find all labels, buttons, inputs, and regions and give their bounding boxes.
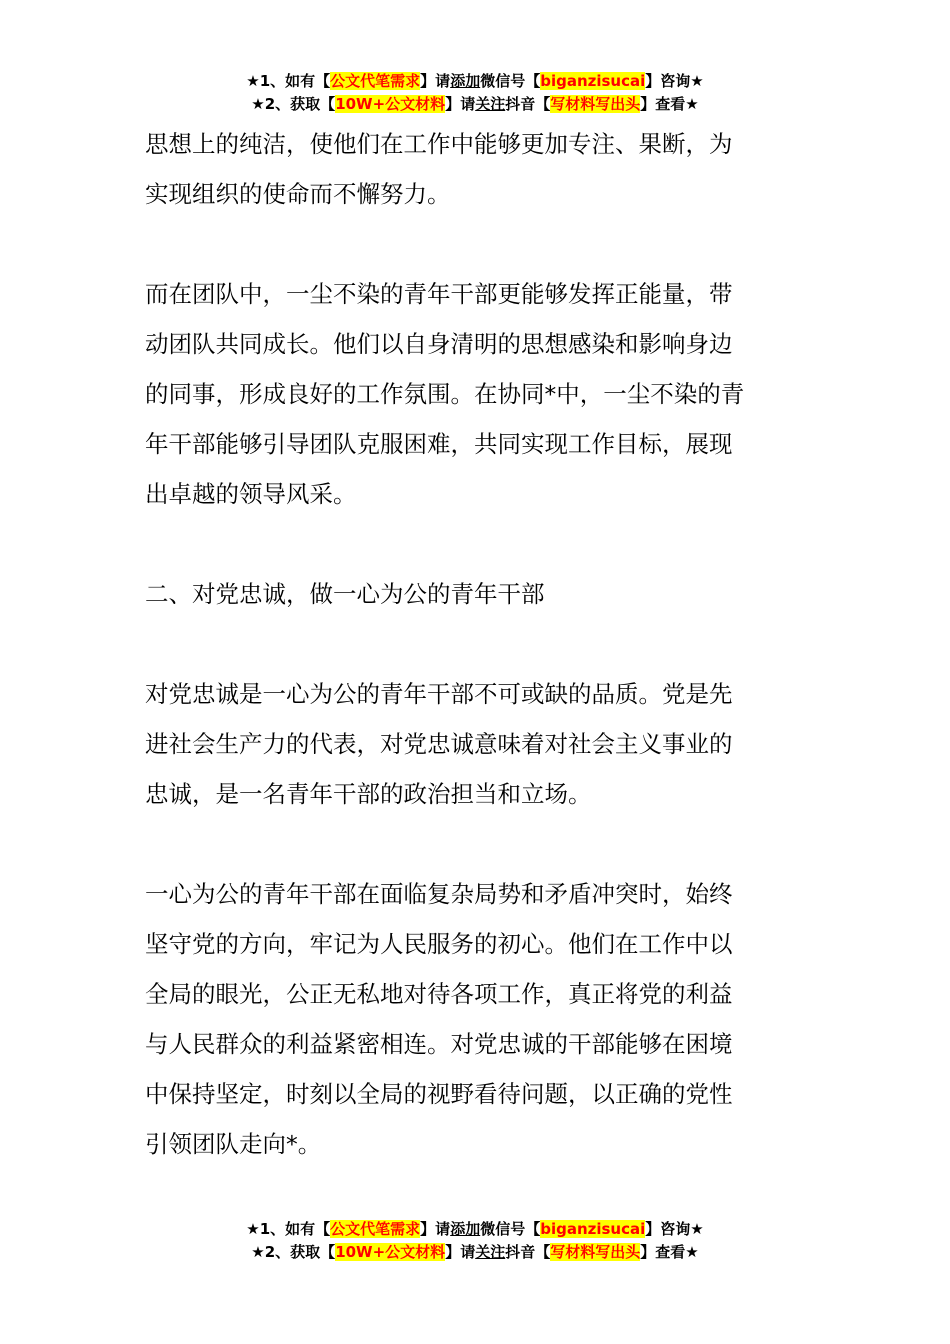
text-line: 对党忠诚是一心为公的青年干部不可或缺的品质。党是先: [145, 680, 733, 708]
text-line: 的同事，形成良好的工作氛围。在协同*中，一尘不染的青: [145, 380, 745, 408]
text-line: 而在团队中，一尘不染的青年干部更能够发挥正能量，带: [145, 280, 733, 308]
paragraph-loyalty: [145, 669, 810, 819]
promo-text: 】查看★: [640, 1243, 699, 1261]
promo-text: 抖音【: [505, 1243, 551, 1261]
text-line: 与人民群众的利益紧密相连。对党忠诚的干部能够在困境: [145, 1030, 733, 1058]
text-line: 全局的眼光，公正无私地对待各项工作，真正将党的利益: [145, 980, 733, 1008]
promo-text: 】查看★: [640, 95, 699, 113]
promo-highlight: 10W+公文材料: [335, 95, 446, 113]
paragraph-spacer: [145, 519, 810, 569]
promo-highlight-douyin: 写材料写出头: [550, 95, 641, 113]
paragraph-purity: [145, 119, 810, 219]
paragraph-spacer: [145, 619, 810, 669]
document-body: [145, 119, 810, 1169]
paragraph-spacer: [145, 819, 810, 869]
bottom-promo-banner: [0, 1218, 950, 1264]
promo-text: 微信号【: [480, 1220, 541, 1238]
heading-text: 二、对党忠诚，做一心为公的青年干部: [145, 580, 545, 608]
promo-text: 】请: [420, 72, 451, 90]
text-line: 引领团队走向*。: [145, 1130, 322, 1158]
promo-highlight-wechat-id: biganzisucai: [540, 1220, 646, 1238]
text-line: 实现组织的使命而不懈努力。: [145, 180, 451, 208]
text-line: 进社会生产力的代表，对党忠诚意味着对社会主义事业的: [145, 730, 733, 758]
paragraph-spacer: [145, 219, 810, 269]
text-line: 一心为公的青年干部在面临复杂局势和矛盾冲突时，始终: [145, 880, 733, 908]
top-promo-banner: [0, 70, 950, 116]
promo-line-2: [0, 93, 950, 116]
promo-highlight: 公文代笔需求: [330, 1220, 421, 1238]
promo-text: 】请: [420, 1220, 451, 1238]
text-line: 坚守党的方向，牢记为人民服务的初心。他们在工作中以: [145, 930, 733, 958]
text-line: 出卓越的领导风采。: [145, 480, 357, 508]
promo-underlined: 添加: [450, 72, 481, 90]
paragraph-team: [145, 269, 810, 519]
promo-line-1: [0, 1218, 950, 1241]
promo-highlight-douyin: 写材料写出头: [550, 1243, 641, 1261]
text-line: 忠诚，是一名青年干部的政治担当和立场。: [145, 780, 592, 808]
text-line: 思想上的纯洁，使他们在工作中能够更加专注、果断，为: [145, 130, 733, 158]
promo-highlight: 公文代笔需求: [330, 72, 421, 90]
promo-text: 微信号【: [480, 72, 541, 90]
paragraph-public-service: [145, 869, 810, 1169]
promo-highlight: 10W+公文材料: [335, 1243, 446, 1261]
text-line: 动团队共同成长。他们以自身清明的思想感染和影响身边: [145, 330, 733, 358]
promo-text: 抖音【: [505, 95, 551, 113]
promo-text: 】咨询★: [645, 72, 704, 90]
promo-text: 】咨询★: [645, 1220, 704, 1238]
promo-highlight-wechat-id: biganzisucai: [540, 72, 646, 90]
text-line: 中保持坚定，时刻以全局的视野看待问题，以正确的党性: [145, 1080, 733, 1108]
text-line: 年干部能够引导团队克服困难，共同实现工作目标，展现: [145, 430, 733, 458]
promo-underlined: 关注: [475, 95, 506, 113]
promo-text: ★2、获取【: [251, 95, 336, 113]
promo-text: 】请: [445, 1243, 476, 1261]
promo-line-2: [0, 1241, 950, 1264]
promo-text: ★1、如有【: [246, 72, 331, 90]
promo-underlined: 关注: [475, 1243, 506, 1261]
section-heading: [145, 569, 810, 619]
promo-text: 】请: [445, 95, 476, 113]
promo-line-1: [0, 70, 950, 93]
promo-text: ★2、获取【: [251, 1243, 336, 1261]
promo-underlined: 添加: [450, 1220, 481, 1238]
promo-text: ★1、如有【: [246, 1220, 331, 1238]
